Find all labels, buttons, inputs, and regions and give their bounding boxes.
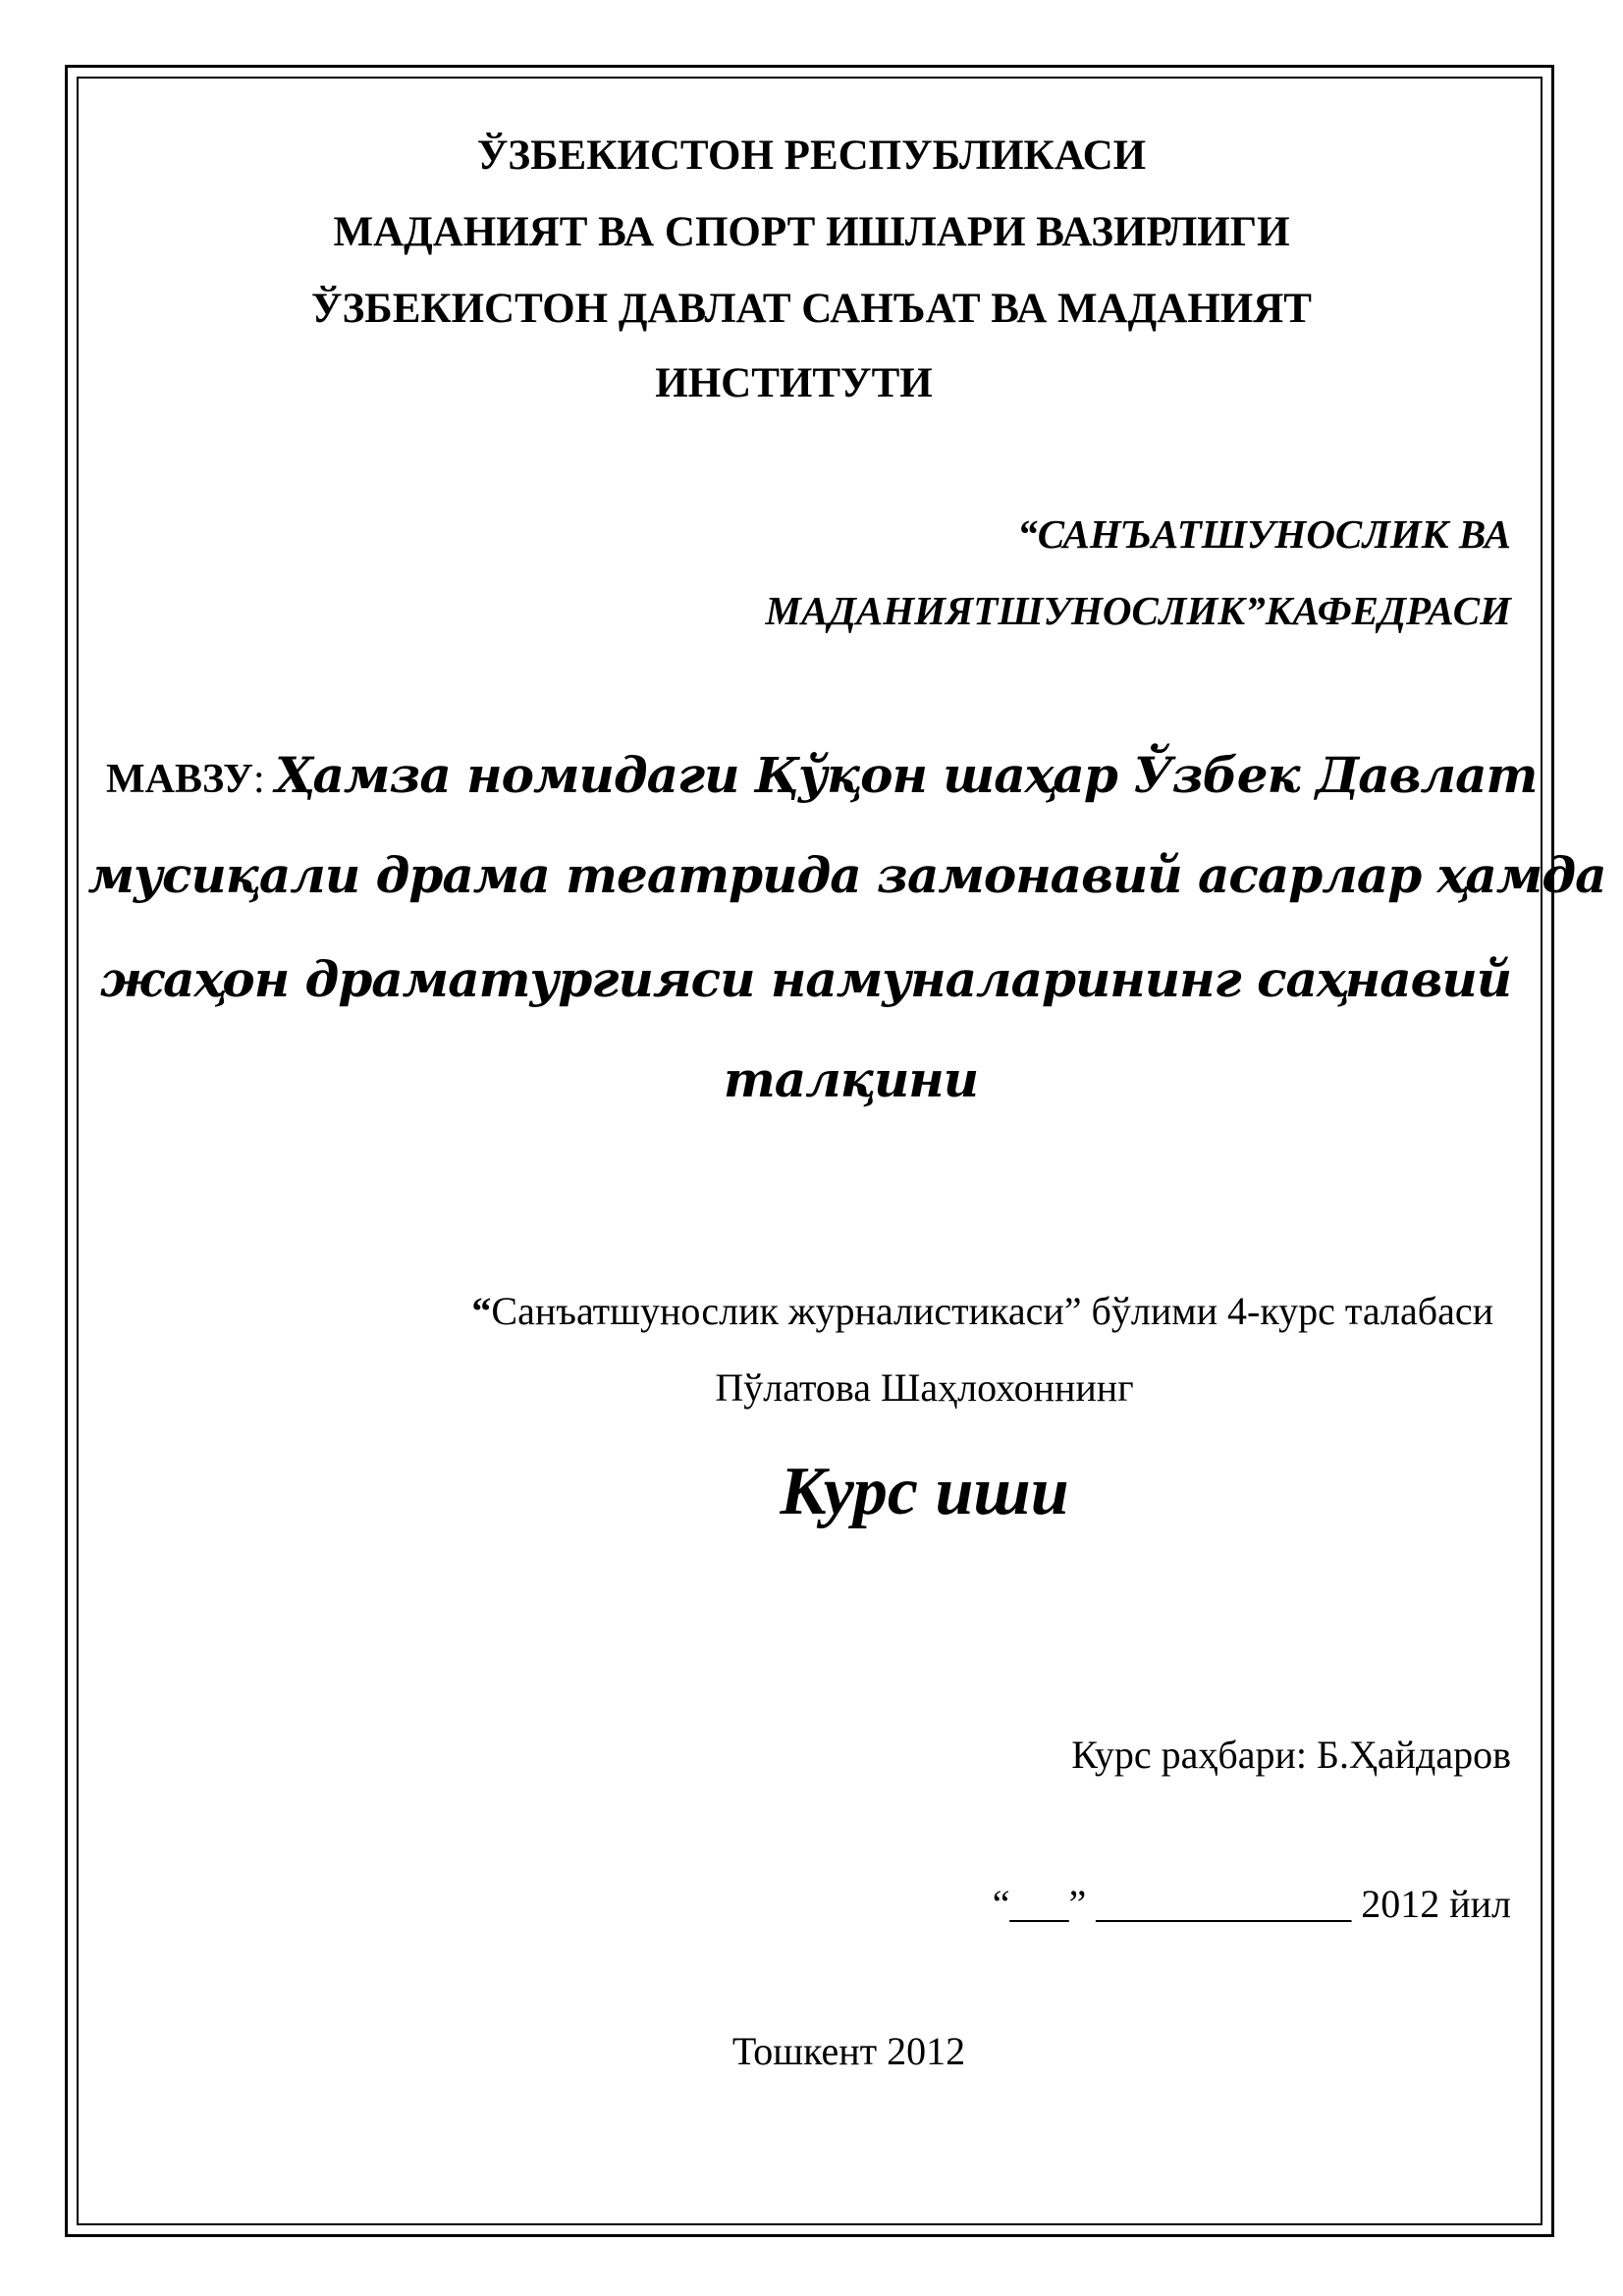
student-text-1: Санъатшунослик журналистикаси” бўлими 4-курс талабаси [491, 1289, 1493, 1333]
topic-line-2: мусиқали драма театрида замонавий асарлар ҳамда [87, 846, 1606, 904]
supervisor: Курс раҳбари: Б.Ҳайдаров [1071, 1733, 1511, 1777]
header-line-4: ИНСТИТУТИ [655, 360, 933, 406]
department-line-1: “САНЪАТШУНОСЛИК ВА [1017, 511, 1511, 557]
work-title: Курс иши [780, 1454, 1069, 1529]
header-line-2: МАДАНИЯТ ВА СПОРТ ИШЛАРИ ВАЗИРЛИГИ [333, 209, 1290, 255]
topic-label: МАВЗУ [106, 757, 253, 802]
topic-line-4: талқини [723, 1050, 979, 1108]
topic-line-3: жаҳон драматургияси намуналарининг саҳнавий [99, 950, 1512, 1008]
topic-text-1: Ҳамза номидаги Қўқон шаҳар Ўзбек Давлат [275, 746, 1538, 804]
topic-line-1 [106, 746, 1538, 804]
header-line-3: ЎЗБЕКИСТОН ДАВЛАТ САНЪАТ ВА МАДАНИЯТ [311, 286, 1312, 332]
topic-colon: : [252, 757, 276, 802]
student-name: Пўлатова Шаҳлохоннинг [715, 1365, 1134, 1410]
city-year: Тошкент 2012 [731, 2029, 966, 2073]
student-open-quote: “ [471, 1289, 492, 1333]
date-line: “___” _____________ 2012 йил [992, 1882, 1511, 1926]
department-line-2: МАДАНИЯТШУНОСЛИК”КАФЕДРАСИ [765, 588, 1511, 633]
header-line-1: ЎЗБЕКИСТОН РЕСПУБЛИКАСИ [476, 133, 1147, 179]
student-line-1 [471, 1288, 1493, 1334]
